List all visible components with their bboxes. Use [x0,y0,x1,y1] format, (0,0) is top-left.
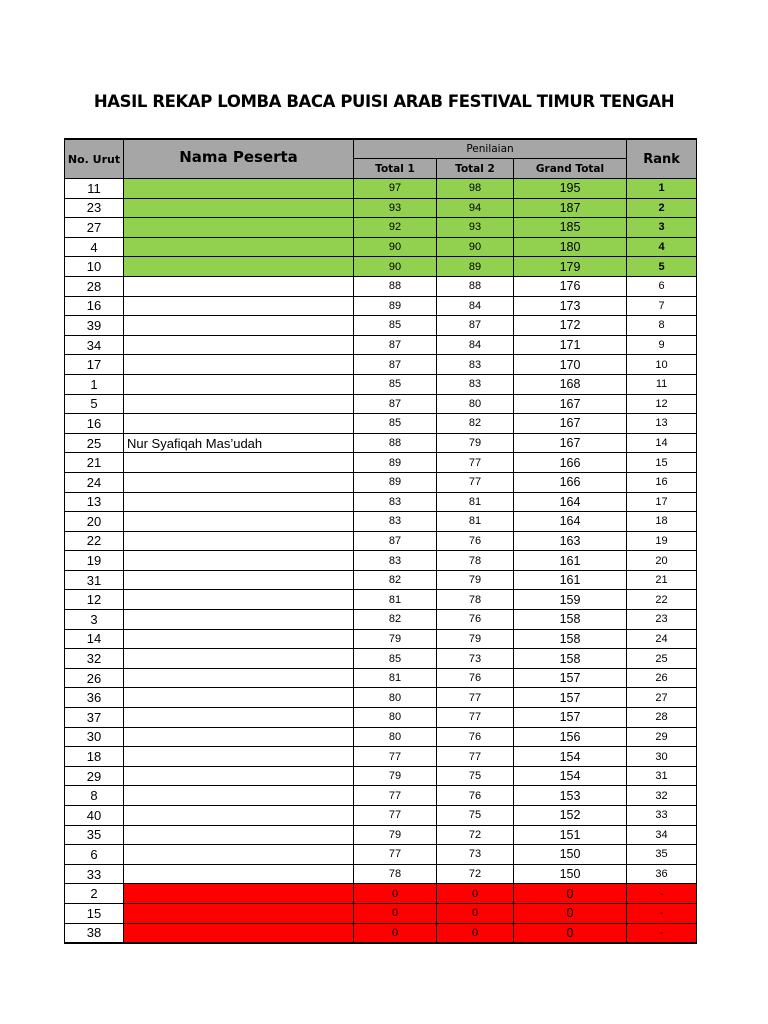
cell-no-urut: 1 [65,374,124,394]
table-row [65,884,697,904]
cell-rank: 1 [627,179,697,199]
cell-rank: 26 [627,668,697,688]
table-row [65,414,697,434]
cell-grand-total: 154 [514,766,627,786]
cell-nama-peserta [124,472,354,492]
cell-no-urut: 37 [65,708,124,728]
cell-nama-peserta [124,237,354,257]
header-no-urut: No. Urut [65,139,124,179]
table-row [65,433,697,453]
cell-nama-peserta [124,374,354,394]
cell-rank: 21 [627,570,697,590]
cell-no-urut: 25 [65,433,124,453]
cell-grand-total: 161 [514,570,627,590]
cell-no-urut: 13 [65,492,124,512]
cell-grand-total: 153 [514,786,627,806]
table-row [65,179,697,199]
cell-nama-peserta [124,414,354,434]
cell-grand-total: 166 [514,472,627,492]
cell-total-2: 87 [437,316,514,336]
cell-rank: 12 [627,394,697,414]
cell-nama-peserta [124,218,354,238]
cell-grand-total: 158 [514,610,627,630]
cell-total-2: 88 [437,276,514,296]
cell-total-1: 83 [354,512,437,532]
cell-total-1: 83 [354,492,437,512]
table-row [65,845,697,865]
table-row [65,276,697,296]
cell-total-1: 89 [354,296,437,316]
cell-total-2: 84 [437,335,514,355]
cell-rank: - [627,903,697,923]
cell-total-2: 79 [437,433,514,453]
cell-total-2: 0 [437,884,514,904]
cell-rank: - [627,923,697,943]
cell-no-urut: 22 [65,531,124,551]
table-row [65,472,697,492]
cell-total-1: 79 [354,766,437,786]
cell-grand-total: 164 [514,492,627,512]
cell-grand-total: 179 [514,257,627,277]
cell-grand-total: 168 [514,374,627,394]
cell-no-urut: 28 [65,276,124,296]
table-row [65,590,697,610]
table-row [65,708,697,728]
cell-rank: 7 [627,296,697,316]
table-row [65,610,697,630]
cell-no-urut: 19 [65,551,124,571]
cell-total-2: 90 [437,237,514,257]
cell-rank: 19 [627,531,697,551]
cell-total-2: 0 [437,903,514,923]
cell-total-1: 82 [354,610,437,630]
cell-nama-peserta: Nur Syafiqah Mas’udah [124,433,354,453]
cell-total-2: 80 [437,394,514,414]
cell-total-1: 81 [354,590,437,610]
cell-total-2: 72 [437,864,514,884]
cell-total-1: 85 [354,649,437,669]
cell-total-2: 81 [437,512,514,532]
cell-no-urut: 27 [65,218,124,238]
cell-grand-total: 185 [514,218,627,238]
cell-total-2: 79 [437,570,514,590]
cell-rank: 31 [627,766,697,786]
cell-grand-total: 0 [514,903,627,923]
cell-no-urut: 10 [65,257,124,277]
cell-total-1: 87 [354,394,437,414]
cell-total-2: 75 [437,806,514,826]
cell-rank: 8 [627,316,697,336]
cell-no-urut: 38 [65,923,124,943]
cell-no-urut: 17 [65,355,124,375]
cell-nama-peserta [124,257,354,277]
cell-total-1: 82 [354,570,437,590]
cell-total-1: 87 [354,335,437,355]
table-row [65,903,697,923]
table-row [65,335,697,355]
cell-nama-peserta [124,766,354,786]
cell-rank: 16 [627,472,697,492]
cell-total-1: 87 [354,531,437,551]
cell-grand-total: 195 [514,179,627,199]
cell-nama-peserta [124,531,354,551]
cell-total-1: 83 [354,551,437,571]
cell-no-urut: 39 [65,316,124,336]
cell-total-1: 93 [354,198,437,218]
cell-nama-peserta [124,179,354,199]
table-row [65,355,697,375]
cell-nama-peserta [124,316,354,336]
cell-rank: 27 [627,688,697,708]
cell-grand-total: 158 [514,629,627,649]
cell-grand-total: 157 [514,688,627,708]
cell-total-1: 87 [354,355,437,375]
cell-rank: 13 [627,414,697,434]
cell-grand-total: 180 [514,237,627,257]
cell-no-urut: 12 [65,590,124,610]
cell-no-urut: 26 [65,668,124,688]
cell-total-2: 76 [437,610,514,630]
table-row [65,218,697,238]
cell-grand-total: 167 [514,433,627,453]
cell-total-2: 76 [437,668,514,688]
cell-nama-peserta [124,276,354,296]
cell-total-2: 82 [437,414,514,434]
cell-rank: 20 [627,551,697,571]
cell-grand-total: 167 [514,414,627,434]
cell-total-2: 76 [437,786,514,806]
cell-rank: 4 [627,237,697,257]
cell-rank: 2 [627,198,697,218]
cell-total-2: 81 [437,492,514,512]
cell-no-urut: 23 [65,198,124,218]
cell-total-2: 77 [437,472,514,492]
table-row [65,374,697,394]
cell-no-urut: 3 [65,610,124,630]
cell-total-2: 84 [437,296,514,316]
cell-no-urut: 36 [65,688,124,708]
cell-grand-total: 0 [514,884,627,904]
cell-rank: 34 [627,825,697,845]
cell-no-urut: 2 [65,884,124,904]
cell-no-urut: 32 [65,649,124,669]
table-row [65,727,697,747]
cell-grand-total: 167 [514,394,627,414]
cell-rank: 24 [627,629,697,649]
cell-grand-total: 163 [514,531,627,551]
cell-no-urut: 5 [65,394,124,414]
cell-total-1: 90 [354,257,437,277]
cell-no-urut: 29 [65,766,124,786]
cell-rank: - [627,884,697,904]
cell-nama-peserta [124,394,354,414]
cell-total-2: 73 [437,845,514,865]
table-row [65,316,697,336]
cell-total-1: 80 [354,708,437,728]
cell-total-1: 97 [354,179,437,199]
cell-total-1: 85 [354,414,437,434]
cell-nama-peserta [124,512,354,532]
cell-nama-peserta [124,296,354,316]
cell-total-2: 83 [437,355,514,375]
cell-grand-total: 0 [514,923,627,943]
cell-total-1: 88 [354,276,437,296]
cell-total-2: 0 [437,923,514,943]
table-row [65,198,697,218]
cell-total-2: 77 [437,708,514,728]
cell-no-urut: 24 [65,472,124,492]
cell-grand-total: 164 [514,512,627,532]
table-row [65,453,697,473]
cell-rank: 28 [627,708,697,728]
cell-nama-peserta [124,551,354,571]
cell-total-2: 73 [437,649,514,669]
cell-total-1: 77 [354,786,437,806]
table-row [65,492,697,512]
cell-grand-total: 157 [514,668,627,688]
table-row [65,257,697,277]
cell-nama-peserta [124,806,354,826]
cell-total-1: 80 [354,727,437,747]
table-body [65,179,697,944]
cell-total-1: 85 [354,374,437,394]
cell-total-2: 77 [437,747,514,767]
cell-total-1: 78 [354,864,437,884]
cell-total-2: 72 [437,825,514,845]
cell-total-1: 79 [354,825,437,845]
cell-no-urut: 20 [65,512,124,532]
cell-grand-total: 150 [514,864,627,884]
cell-grand-total: 170 [514,355,627,375]
cell-rank: 3 [627,218,697,238]
cell-nama-peserta [124,649,354,669]
cell-total-2: 75 [437,766,514,786]
cell-no-urut: 16 [65,414,124,434]
cell-grand-total: 187 [514,198,627,218]
cell-rank: 10 [627,355,697,375]
cell-total-2: 77 [437,453,514,473]
cell-total-2: 79 [437,629,514,649]
cell-nama-peserta [124,629,354,649]
table-row [65,688,697,708]
table-row [65,864,697,884]
cell-total-1: 88 [354,433,437,453]
cell-total-2: 78 [437,551,514,571]
cell-grand-total: 172 [514,316,627,336]
results-table [64,138,697,944]
cell-no-urut: 31 [65,570,124,590]
table-row [65,786,697,806]
cell-total-2: 76 [437,727,514,747]
cell-grand-total: 154 [514,747,627,767]
cell-rank: 9 [627,335,697,355]
cell-total-2: 76 [437,531,514,551]
table-row [65,237,697,257]
cell-no-urut: 30 [65,727,124,747]
header-total-2: Total 2 [437,159,514,179]
cell-grand-total: 171 [514,335,627,355]
cell-total-1: 79 [354,629,437,649]
cell-rank: 14 [627,433,697,453]
cell-nama-peserta [124,825,354,845]
cell-grand-total: 176 [514,276,627,296]
cell-grand-total: 166 [514,453,627,473]
cell-total-1: 81 [354,668,437,688]
cell-total-1: 77 [354,806,437,826]
cell-no-urut: 16 [65,296,124,316]
cell-grand-total: 159 [514,590,627,610]
header-rank: Rank [627,139,697,179]
cell-grand-total: 158 [514,649,627,669]
table-row [65,296,697,316]
table-header [65,139,697,179]
table-row [65,629,697,649]
table-row [65,551,697,571]
header-nama-peserta: Nama Peserta [124,139,354,179]
cell-nama-peserta [124,747,354,767]
cell-total-2: 89 [437,257,514,277]
table-row [65,923,697,943]
cell-total-1: 92 [354,218,437,238]
header-penilaian: Penilaian [354,139,627,159]
cell-rank: 18 [627,512,697,532]
cell-nama-peserta [124,923,354,943]
cell-rank: 11 [627,374,697,394]
cell-total-1: 89 [354,472,437,492]
cell-nama-peserta [124,864,354,884]
cell-no-urut: 40 [65,806,124,826]
table-row [65,668,697,688]
cell-grand-total: 152 [514,806,627,826]
cell-rank: 23 [627,610,697,630]
table-row [65,512,697,532]
cell-no-urut: 14 [65,629,124,649]
cell-nama-peserta [124,668,354,688]
cell-rank: 22 [627,590,697,610]
table-row [65,531,697,551]
table-row [65,649,697,669]
cell-rank: 6 [627,276,697,296]
cell-rank: 30 [627,747,697,767]
table-row [65,570,697,590]
cell-nama-peserta [124,492,354,512]
cell-no-urut: 4 [65,237,124,257]
cell-no-urut: 11 [65,179,124,199]
cell-total-1: 77 [354,747,437,767]
cell-nama-peserta [124,590,354,610]
cell-total-1: 0 [354,884,437,904]
cell-nama-peserta [124,570,354,590]
cell-total-1: 0 [354,923,437,943]
table-row [65,766,697,786]
cell-grand-total: 161 [514,551,627,571]
table-row [65,806,697,826]
cell-rank: 25 [627,649,697,669]
cell-nama-peserta [124,727,354,747]
cell-no-urut: 18 [65,747,124,767]
cell-total-2: 78 [437,590,514,610]
cell-total-1: 90 [354,237,437,257]
cell-nama-peserta [124,355,354,375]
cell-nama-peserta [124,884,354,904]
cell-total-2: 98 [437,179,514,199]
page-title: HASIL REKAP LOMBA BACA PUISI ARAB FESTIVAL TIMUR TENGAH [93,92,675,111]
cell-total-1: 85 [354,316,437,336]
cell-total-2: 94 [437,198,514,218]
header-grand-total: Grand Total [514,159,627,179]
cell-nama-peserta [124,708,354,728]
cell-no-urut: 21 [65,453,124,473]
cell-rank: 17 [627,492,697,512]
table-row [65,394,697,414]
cell-grand-total: 151 [514,825,627,845]
cell-no-urut: 33 [65,864,124,884]
cell-total-2: 77 [437,688,514,708]
cell-nama-peserta [124,610,354,630]
cell-total-2: 83 [437,374,514,394]
table-row [65,825,697,845]
cell-nama-peserta [124,903,354,923]
cell-grand-total: 150 [514,845,627,865]
cell-rank: 35 [627,845,697,865]
cell-no-urut: 15 [65,903,124,923]
cell-rank: 5 [627,257,697,277]
cell-rank: 32 [627,786,697,806]
cell-grand-total: 157 [514,708,627,728]
cell-nama-peserta [124,453,354,473]
cell-no-urut: 8 [65,786,124,806]
cell-total-1: 89 [354,453,437,473]
cell-grand-total: 156 [514,727,627,747]
cell-no-urut: 34 [65,335,124,355]
header-total-1: Total 1 [354,159,437,179]
cell-grand-total: 173 [514,296,627,316]
table-row [65,747,697,767]
cell-nama-peserta [124,845,354,865]
cell-rank: 36 [627,864,697,884]
cell-no-urut: 35 [65,825,124,845]
cell-total-1: 80 [354,688,437,708]
cell-nama-peserta [124,198,354,218]
cell-nama-peserta [124,335,354,355]
cell-nama-peserta [124,688,354,708]
cell-nama-peserta [124,786,354,806]
cell-total-2: 93 [437,218,514,238]
cell-total-1: 77 [354,845,437,865]
cell-no-urut: 6 [65,845,124,865]
cell-total-1: 0 [354,903,437,923]
cell-rank: 33 [627,806,697,826]
cell-rank: 29 [627,727,697,747]
cell-rank: 15 [627,453,697,473]
